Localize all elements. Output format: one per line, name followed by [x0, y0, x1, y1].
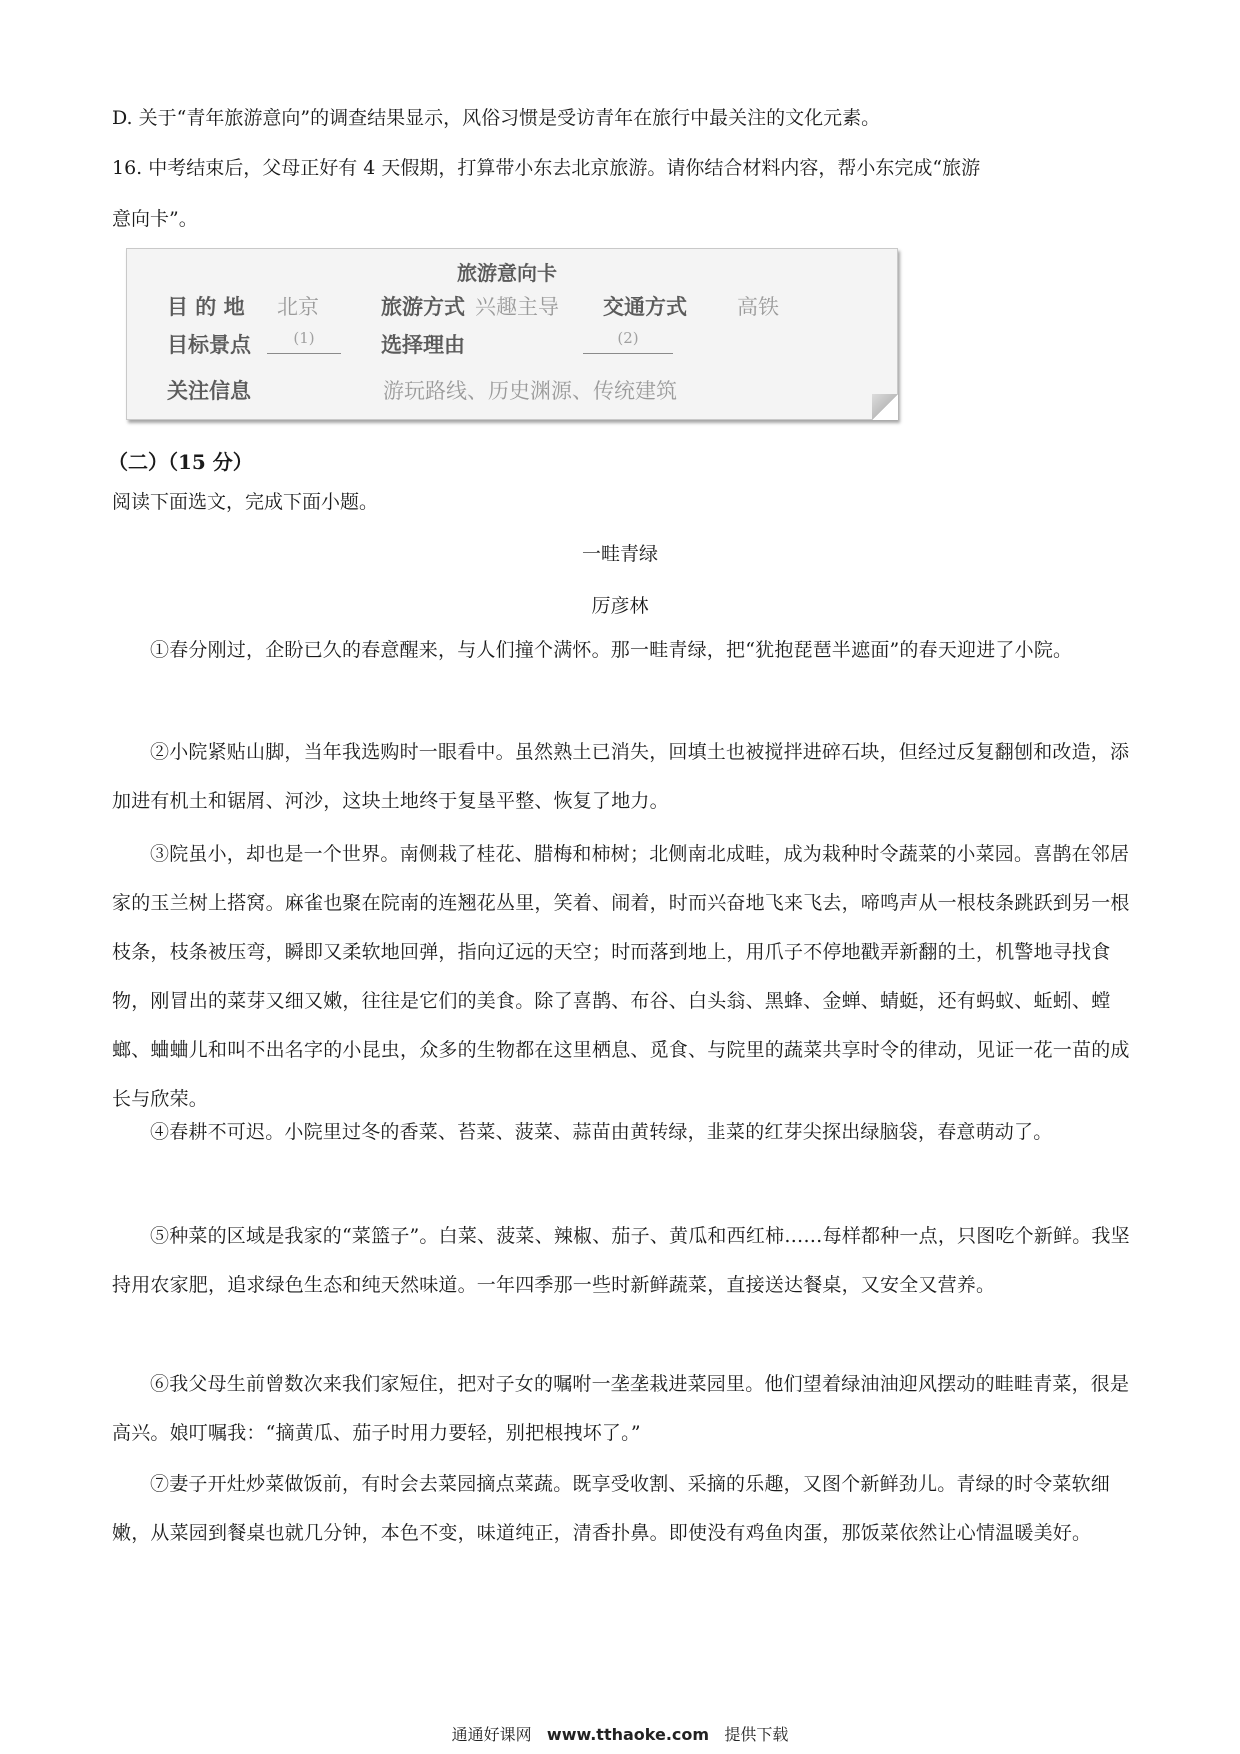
card-travel-mode-label: 旅游方式: [381, 294, 465, 319]
card-destination-value: 北京: [277, 295, 319, 319]
card-blank-1: (1): [267, 329, 341, 354]
option-d-text: D. 关于“青年旅游意向”的调查结果显示，风俗习惯是受访青年在旅行中最关注的文化元素。: [112, 107, 881, 129]
paragraph-1: ①春分刚过，企盼已久的春意醒来，与人们撞个满怀。那一畦青绿，把“犹抱琵琶半遮面”的春天迎进了小院。: [150, 639, 1073, 661]
card-transport-label: 交通方式: [603, 294, 687, 319]
footer-suffix: 提供下载: [724, 1725, 789, 1744]
section-heading: （二）（15 分）: [108, 450, 253, 474]
question-16-line1: 16. 中考结束后，父母正好有 4 天假期，打算带小东去北京旅游。请你结合材料内容，帮小东完成“旅游: [112, 157, 981, 179]
card-destination-label: 目 的 地: [167, 294, 245, 319]
page-footer: [0, 1722, 1240, 1745]
card-focus-label: 关注信息: [167, 378, 251, 403]
article-author: 厉彦林: [591, 595, 649, 617]
paragraph-5: ⑤种菜的区域是我家的“菜篮子”。白菜、菠菜、辣椒、茄子、黄瓜和西红柿……每样都种一点，只图吃个新鲜。我坚持用农家肥，追求绿色生态和纯天然味道。一年四季那一些时新鲜蔬菜，直接送达餐桌，又安全又营养。: [112, 1225, 1130, 1296]
paragraph-7: ⑦妻子开灶炒菜做饭前，有时会去菜园摘点菜蔬。既享受收割、采摘的乐趣，又图个新鲜劲儿。青绿的时令菜软细嫩，从菜园到餐桌也就几分钟，本色不变，味道纯正，清香扑鼻。即使没有鸡鱼肉蛋，那饭菜依然让心情温暖美好。: [112, 1473, 1111, 1544]
card-title: 旅游意向卡: [457, 261, 557, 285]
card-spots-label: 目标景点: [167, 332, 251, 357]
card-transport-value: 高铁: [737, 295, 779, 319]
footer-site-name: 通通好课网: [451, 1725, 532, 1744]
footer-domain-link[interactable]: www.tthaoke.com: [546, 1725, 710, 1744]
card-focus-value: 游玩路线、历史渊源、传统建筑: [383, 379, 677, 403]
paragraph-6: ⑥我父母生前曾数次来我们家短住，把对子女的嘱咐一垄垄栽进菜园里。他们望着绿油油迎风摆动的畦畦青菜，很是高兴。娘叮嘱我：“摘黄瓜、茄子时用力要轻，别把根拽坏了。”: [112, 1373, 1130, 1444]
paragraph-4: ④春耕不可迟。小院里过冬的香菜、苔菜、菠菜、蒜苗由黄转绿，韭菜的红芽尖探出绿脑袋，春意萌动了。: [150, 1121, 1053, 1143]
card-travel-mode-value: 兴趣主导: [475, 295, 559, 319]
paragraph-3: ③院虽小，却也是一个世界。南侧栽了桂花、腊梅和柿树；北侧南北成畦，成为栽种时令蔬菜的小菜园。喜鹊在邻居家的玉兰树上搭窝。麻雀也聚在院南的连翘花丛里，笑着、闹着，时而兴奋地飞来飞去，啼鸣声从一根枝条跳跃到另一根枝条，枝条被压弯，瞬即又柔软地回弹，指向辽远的天空；时而落到地上，用爪子不停地戳弄新翻的土，机警地寻找食物，刚冒出的菜芽又细又嫩，往往是它们的美食。除了喜鹊、布谷、白头翁、黑蜂、金蝉、蜻蜓，还有蚂蚁、蚯蚓、螳螂、蛐蛐儿和叫不出名字的小昆虫，众多的生物都在这里栖息、觅食、与院里的蔬菜共享时令的律动，见证一花一苗的成长与欣荣。: [112, 843, 1130, 1110]
reading-instruction: 阅读下面选文，完成下面小题。: [112, 491, 379, 513]
article-title: 一畦青绿: [581, 543, 658, 565]
card-page-curl: [872, 394, 898, 420]
card-reason-label: 选择理由: [381, 332, 465, 357]
paragraph-2: ②小院紧贴山脚，当年我选购时一眼看中。虽然熟土已消失，回填土也被搅拌进碎石块，但经过反复翻刨和改造，添加进有机土和锯屑、河沙，这块土地终于复垦平整、恢复了地力。: [112, 741, 1130, 812]
card-blank-2: (2): [583, 329, 673, 354]
travel-intention-card: [126, 248, 898, 420]
question-16-line2: 意向卡”。: [112, 208, 198, 230]
